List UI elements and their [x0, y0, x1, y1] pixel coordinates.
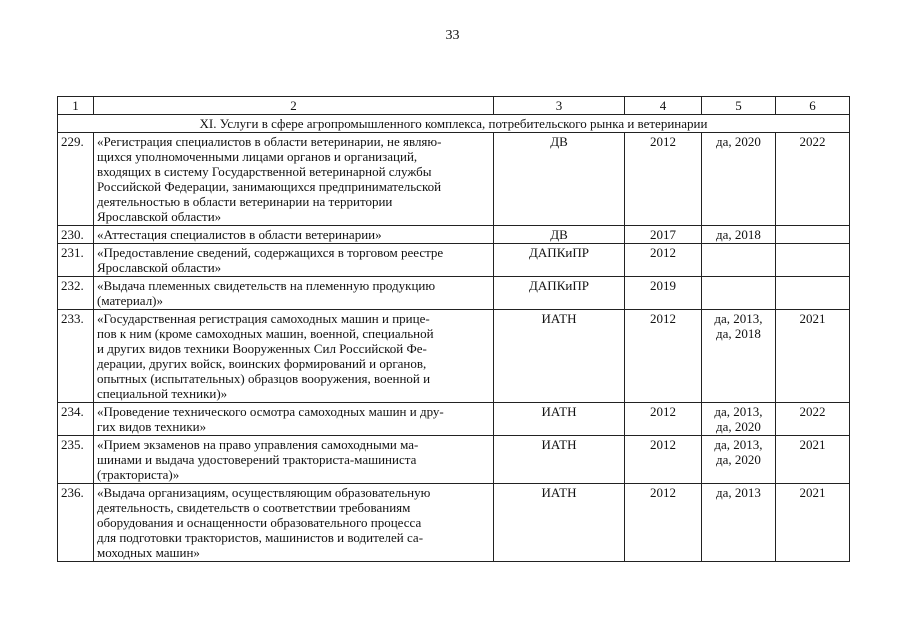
regulation-status-line: да, 2018: [716, 326, 761, 341]
page-number: 33: [445, 28, 460, 43]
service-name: [94, 226, 494, 244]
regulation-status: [702, 484, 776, 562]
header-col-5: 5: [702, 97, 776, 115]
service-name-line: дерации, других войск, воинских формирований и органов,: [97, 356, 427, 371]
table-row: [58, 436, 850, 484]
service-name-line: и других видов техники Вооруженных Сил Российской Фе-: [97, 341, 427, 356]
service-name-line: входящих в систему Государственной ветеринарной службы: [97, 164, 432, 179]
service-name-line: (материал)»: [97, 293, 164, 308]
header-col-6: 6: [776, 97, 850, 115]
section-row: [58, 115, 850, 133]
regulation-status-line: да, 2013,: [714, 311, 763, 326]
header-col-3: 3: [494, 97, 625, 115]
responsible-body: ИАТН: [494, 310, 625, 403]
service-name: [94, 403, 494, 436]
responsible-body: ИАТН: [494, 403, 625, 436]
service-name-line: деятельностью в области ветеринарии на территории: [97, 194, 393, 209]
service-name-line: для подготовки трактористов, машинистов и водителей са-: [97, 530, 424, 545]
service-name-line: моходных машин»: [97, 545, 200, 560]
year-start: 2012: [625, 484, 702, 562]
regulation-status: [702, 310, 776, 403]
service-name-line: специальной техники)»: [97, 386, 228, 401]
responsible-body: ИАТН: [494, 484, 625, 562]
row-number: 230.: [58, 226, 94, 244]
regulation-status: [702, 277, 776, 310]
regulation-status: [702, 133, 776, 226]
year-end: [776, 277, 850, 310]
responsible-body: ДВ: [494, 133, 625, 226]
regulation-status: [702, 436, 776, 484]
service-name-line: Российской Федерации, занимающихся предпринимательской: [97, 179, 442, 194]
regulation-status-line: да, 2018: [716, 227, 761, 242]
service-name-line: «Предоставление сведений, содержащихся в торговом реестре: [97, 245, 444, 260]
service-name: [94, 310, 494, 403]
regulation-status-line: да, 2013,: [714, 404, 763, 419]
row-number: 231.: [58, 244, 94, 277]
year-end: 2022: [776, 133, 850, 226]
service-name-line: «Государственная регистрация самоходных машин и прице-: [97, 311, 430, 326]
regulation-status: [702, 403, 776, 436]
service-name-line: «Регистрация специалистов в области ветеринарии, не являю-: [97, 134, 442, 149]
regulation-status-line: да, 2013: [716, 485, 761, 500]
table-row: [58, 226, 850, 244]
year-start: 2012: [625, 310, 702, 403]
service-name-line: деятельность, свидетельств о соответствии требованиям: [97, 500, 411, 515]
regulation-status: [702, 244, 776, 277]
regulation-status-line: да, 2020: [716, 452, 761, 467]
year-end: [776, 226, 850, 244]
year-start: 2012: [625, 133, 702, 226]
service-name: [94, 244, 494, 277]
regulation-status-line: да, 2020: [716, 134, 761, 149]
services-table: [57, 96, 850, 562]
service-name-line: пов к ним (кроме самоходных машин, военной, специальной: [97, 326, 434, 341]
service-name-line: Ярославской области»: [97, 209, 222, 224]
responsible-body: ДВ: [494, 226, 625, 244]
regulation-status-line: да, 2013,: [714, 437, 763, 452]
year-end: 2021: [776, 484, 850, 562]
year-start: 2012: [625, 244, 702, 277]
service-name-line: (тракториста)»: [97, 467, 180, 482]
service-name: [94, 277, 494, 310]
year-start: 2019: [625, 277, 702, 310]
service-name-line: шинами и выдача удостоверений тракториста-машиниста: [97, 452, 417, 467]
year-end: 2022: [776, 403, 850, 436]
service-name-line: «Аттестация специалистов в области ветеринарии»: [97, 227, 382, 242]
header-row: [58, 97, 850, 115]
table-row: [58, 133, 850, 226]
year-start: 2012: [625, 436, 702, 484]
service-name-line: опытных (испытательных) образцов вооружения, военной и: [97, 371, 431, 386]
service-name: [94, 484, 494, 562]
regulation-status: [702, 226, 776, 244]
row-number: 232.: [58, 277, 94, 310]
service-name-line: щихся уполномоченными лицами органов и организаций,: [97, 149, 418, 164]
year-end: 2021: [776, 436, 850, 484]
year-start: 2012: [625, 403, 702, 436]
service-name-line: гих видов техники»: [97, 419, 207, 434]
row-number: 236.: [58, 484, 94, 562]
row-number: 229.: [58, 133, 94, 226]
section-title: XI. Услуги в сфере агропромышленного комплекса, потребительского рынка и ветеринарии: [58, 115, 850, 133]
table-row: [58, 277, 850, 310]
header-col-1: 1: [58, 97, 94, 115]
regulation-status-line: да, 2020: [716, 419, 761, 434]
service-name-line: Ярославской области»: [97, 260, 222, 275]
year-end: 2021: [776, 310, 850, 403]
table-row: [58, 244, 850, 277]
service-name: [94, 436, 494, 484]
row-number: 235.: [58, 436, 94, 484]
responsible-body: ДАПКиПР: [494, 244, 625, 277]
table-row: [58, 310, 850, 403]
service-name-line: «Выдача племенных свидетельств на племенную продукцию: [97, 278, 436, 293]
table-body: [58, 115, 850, 562]
service-name-line: оборудования и оснащенности образовательного процесса: [97, 515, 422, 530]
row-number: 234.: [58, 403, 94, 436]
year-start: 2017: [625, 226, 702, 244]
responsible-body: ИАТН: [494, 436, 625, 484]
year-end: [776, 244, 850, 277]
table-row: [58, 403, 850, 436]
service-name-line: «Выдача организациям, осуществляющим образовательную: [97, 485, 431, 500]
table-row: [58, 484, 850, 562]
service-name-line: «Проведение технического осмотра самоходных машин и дру-: [97, 404, 444, 419]
responsible-body: ДАПКиПР: [494, 277, 625, 310]
service-name: [94, 133, 494, 226]
header-col-2: 2: [94, 97, 494, 115]
header-col-4: 4: [625, 97, 702, 115]
service-name-line: «Прием экзаменов на право управления самоходными ма-: [97, 437, 419, 452]
row-number: 233.: [58, 310, 94, 403]
